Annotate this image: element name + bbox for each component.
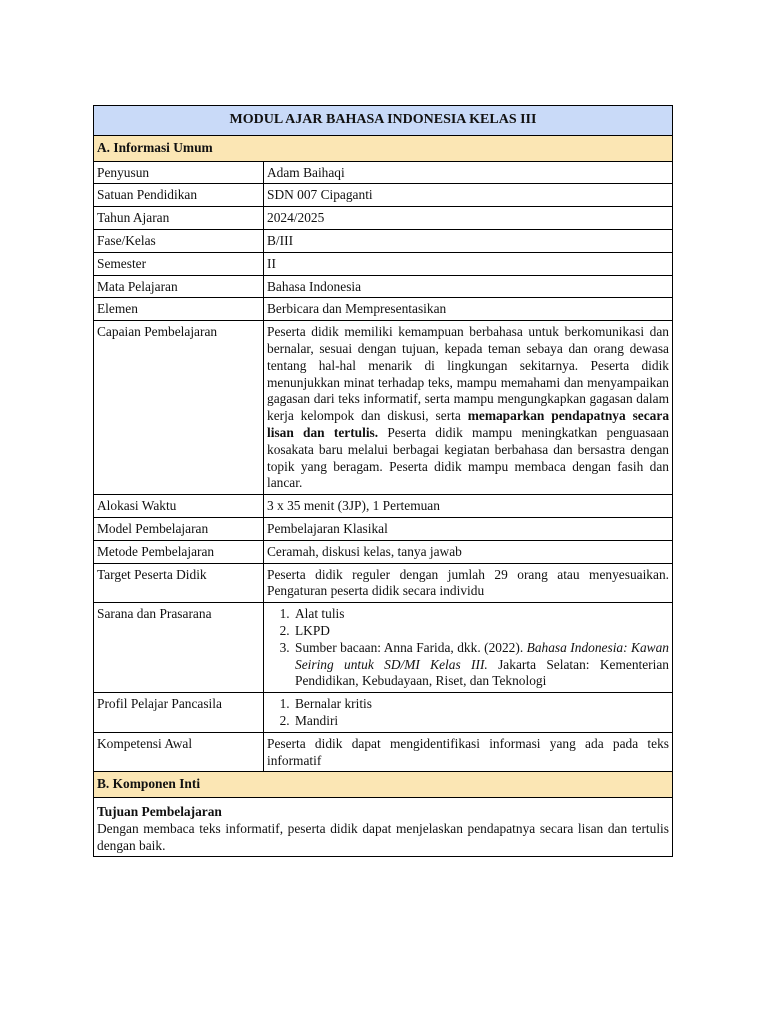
table-row [94, 321, 673, 495]
table-row [94, 540, 673, 563]
table-row [94, 563, 673, 603]
list-item [293, 640, 669, 690]
row-value: Peserta didik dapat mengidentifikasi informasi yang ada pada teks informatif [264, 732, 673, 772]
row-value: Adam Baihaqi [264, 161, 673, 184]
row-value: Berbicara dan Mempresentasikan [264, 298, 673, 321]
section-a-heading: A. Informasi Umum [94, 135, 673, 161]
row-label: Mata Pelajaran [94, 275, 264, 298]
capaian-text-part-1: Peserta didik memiliki kemampuan berbahasa untuk berkomunikasi dan bernalar, sesuai dengan tujuan, kepada teman sebaya dan orang dewasa tentang hal-hal menarik di lingkungan sekitarnya. Peserta didik menunjukkan minat terhadap teks, mampu memahami dan menyampaikan gagasan dari teks informatif, serta mampu mengungkapkan gagasan dalam kerja kelompok dan diskusi, serta [267, 324, 669, 424]
row-label: Tahun Ajaran [94, 207, 264, 230]
row-label: Alokasi Waktu [94, 495, 264, 518]
row-value: 3 x 35 menit (3JP), 1 Pertemuan [264, 495, 673, 518]
row-value: B/III [264, 229, 673, 252]
tujuan-cell [94, 798, 673, 857]
table-row [94, 161, 673, 184]
section-b-heading: B. Komponen Inti [94, 772, 673, 798]
row-value: II [264, 252, 673, 275]
row-label: Semester [94, 252, 264, 275]
row-value: SDN 007 Cipaganti [264, 184, 673, 207]
capaian-bold-text: memaparkan pendapatnya secara lisan dan tertulis. [267, 408, 670, 440]
row-label: Capaian Pembelajaran [94, 321, 264, 495]
row-value: Ceramah, diskusi kelas, tanya jawab [264, 540, 673, 563]
row-label: Elemen [94, 298, 264, 321]
list-item: 2. Mandiri [293, 713, 669, 730]
table-row [94, 184, 673, 207]
row-label: Kompetensi Awal [94, 732, 264, 772]
document-title: MODUL AJAR BAHASA INDONESIA KELAS III [94, 106, 673, 136]
row-label: Model Pembelajaran [94, 517, 264, 540]
row-label: Penyusun [94, 161, 264, 184]
publisher-text: Jakarta Selatan: Kementerian Pendidikan, Kebudayaan, Riset, dan Teknologi [295, 656, 669, 689]
row-value: Peserta didik reguler dengan jumlah 29 orang atau menyesuaikan. Pengaturan peserta didik secara individu [264, 563, 673, 603]
table-row [94, 693, 673, 733]
row-label: Fase/Kelas [94, 229, 264, 252]
table-row [94, 495, 673, 518]
tujuan-row [94, 798, 673, 857]
table-row [94, 252, 673, 275]
row-label: Sarana dan Prasarana [94, 603, 264, 693]
tujuan-heading: Tujuan Pembelajaran [97, 804, 222, 820]
profil-list [267, 696, 669, 730]
list-item: 1. Alat tulis [293, 606, 669, 623]
table-row [94, 603, 673, 693]
table-row [94, 732, 673, 772]
title-row [94, 106, 673, 136]
book-title: Bahasa Indonesia: Kawan Seiring untuk SD/MI Kelas III. [295, 639, 669, 672]
capaian-text-part-2: Peserta didik mampu meningkatkan penguasaan kosakata baru melalui berbagai kegiatan berbahasa dan bersastra dengan topik yang beragam. Peserta didik mampu membaca dengan fasih dan lancar. [267, 424, 669, 491]
profil-list-cell [264, 693, 673, 733]
table-row [94, 229, 673, 252]
row-value: 2024/2025 [264, 207, 673, 230]
row-value: Bahasa Indonesia [264, 275, 673, 298]
module-document [93, 105, 673, 857]
sarana-list-cell [264, 603, 673, 693]
capaian-text [264, 321, 673, 495]
source-text: Sumber bacaan: Anna Farida, dkk. (2022). [295, 639, 527, 655]
tujuan-text: Dengan membaca teks informatif, peserta didik dapat menjelaskan pendapatnya secara lisan dan tertulis dengan baik. [97, 820, 669, 853]
module-table [93, 105, 673, 857]
table-row [94, 275, 673, 298]
row-value: Pembelajaran Klasikal [264, 517, 673, 540]
table-row [94, 207, 673, 230]
section-b-row [94, 772, 673, 798]
table-row [94, 298, 673, 321]
table-row [94, 517, 673, 540]
section-a-row [94, 135, 673, 161]
row-label: Profil Pelajar Pancasila [94, 693, 264, 733]
row-label: Metode Pembelajaran [94, 540, 264, 563]
sarana-list [267, 606, 669, 690]
row-label: Target Peserta Didik [94, 563, 264, 603]
list-item: 2. LKPD [293, 623, 669, 640]
row-label: Satuan Pendidikan [94, 184, 264, 207]
list-item: 1. Bernalar kritis [293, 696, 669, 713]
